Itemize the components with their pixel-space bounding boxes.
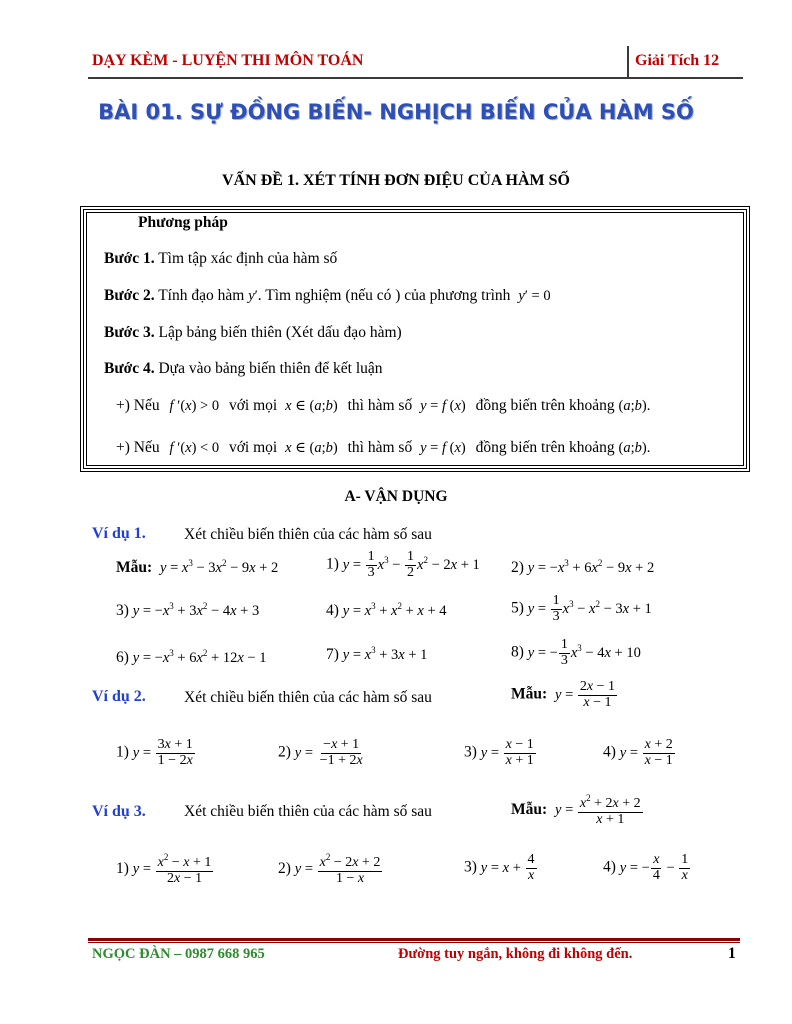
ex1-sample: Mẫu: $y = x^3 - 3x^2 - 9x + 2$ xyxy=(116,558,279,576)
section-title: A- VẬN DỤNG xyxy=(344,488,448,505)
ex2-item-2: 2) y = $\frac{-x + 1}{-1 + 2x}$ xyxy=(278,737,363,768)
step-1: Bước 1. Tìm tập xác định của hàm số xyxy=(104,250,338,267)
ex3-item-2: 2) y = $\frac{x^2 - 2x + 2}{1 - x}$ xyxy=(278,852,381,886)
footer-author: NGỌC ĐÀN – 0987 668 965 xyxy=(92,946,265,962)
ex1-item-7: 7) $y = x^3 + 3x + 1$ xyxy=(326,645,428,663)
page-number: 1 xyxy=(728,945,736,962)
ex3-item-4: 4) y = − $\frac{x}{4}$ − $\frac{1}{x}$ xyxy=(603,852,689,883)
footer-rule-thin xyxy=(88,942,740,943)
header-right-title: Giải Tích 12 xyxy=(635,52,720,69)
header-rule xyxy=(88,77,743,79)
ex1-item-2: 2) $y = -x^3 + 6x^2 - 9x + 2$ xyxy=(511,558,655,576)
ex2-item-4: 4) y = $\frac{x + 2}{x - 1}$ xyxy=(603,737,673,768)
ex1-item-4: 4) $y = x^3 + x^2 + x + 4$ xyxy=(326,601,447,619)
lesson-title: BÀI 01. SỰ ĐỒNG BIẾN- NGHỊCH BIẾN CỦA HÀM SỐ xyxy=(98,100,694,124)
step-2: Bước 2. Tính đạo hàm y′. Tìm nghiệm (nếu có ) của phương trình y′ = 0 xyxy=(104,287,551,304)
step-3: Bước 3. Lập bảng biến thiên (Xét dấu đạo hàm) xyxy=(104,324,402,341)
example-3-text: Xét chiều biến thiên của các hàm số sau xyxy=(184,803,432,820)
ex1-item-1: 1) y = $\frac{1}{3}$ $x^3$ − $\frac{1}{2}$ $x^2 - 2x + 1$ xyxy=(326,549,480,580)
condition-positive: +) Nếu f ′(x) > 0 với mọi x ∈ (a;b) thì hàm số y = f (x) đồng biến trên khoảng (a;b). xyxy=(116,397,651,414)
ex1-item-5: 5) y = $\frac{1}{3}$ $x^3 - x^2 - 3x + 1$ xyxy=(511,593,652,624)
ex3-item-1: 1) y = $\frac{x^2 - x + 1}{2x - 1}$ xyxy=(116,852,212,886)
condition-negative: +) Nếu f ′(x) < 0 với mọi x ∈ (a;b) thì hàm số y = f (x) đồng biến trên khoảng (a;b). xyxy=(116,439,651,456)
ex2-item-1: 1) y = $\frac{3x + 1}{1 - 2x}$ xyxy=(116,737,193,768)
ex2-sample: Mẫu: y = $\frac{2x - 1}{x - 1}$ xyxy=(511,679,616,710)
example-1-text: Xét chiều biến thiên của các hàm số sau xyxy=(184,526,432,543)
topic-title: VẤN ĐỀ 1. XÉT TÍNH ĐƠN ĐIỆU CỦA HÀM SỐ xyxy=(222,172,570,189)
footer-rule xyxy=(88,938,740,941)
ex3-item-3: 3) y = x + $\frac{4}{x}$ xyxy=(464,852,535,883)
ex2-item-3: 3) y = $\frac{x - 1}{x + 1}$ xyxy=(464,737,534,768)
example-2-label: Ví dụ 2. xyxy=(92,688,146,705)
header-divider xyxy=(627,46,629,78)
ex1-item-6: 6) $y = -x^3 + 6x^2 + 12x - 1$ xyxy=(116,648,267,666)
footer-motto: Đường tuy ngắn, không đi không đến. xyxy=(398,946,633,962)
example-2-text: Xét chiều biến thiên của các hàm số sau xyxy=(184,689,432,706)
ex1-item-8: 8) y = − $\frac{1}{3}$ $x^3 - 4x + 10$ xyxy=(511,637,641,668)
header-left-title: DẠY KÈM - LUYỆN THI MÔN TOÁN xyxy=(92,52,364,69)
ex3-sample: Mẫu: y = $\frac{x^2 + 2x + 2}{x + 1}$ xyxy=(511,793,641,827)
ex1-item-3: 3) $y = -x^3 + 3x^2 - 4x + 3$ xyxy=(116,601,260,619)
method-heading: Phương pháp xyxy=(138,214,228,231)
step-4: Bước 4. Dựa vào bảng biến thiên để kết luận xyxy=(104,360,383,377)
example-3-label: Ví dụ 3. xyxy=(92,803,146,820)
example-1-label: Ví dụ 1. xyxy=(92,525,146,542)
